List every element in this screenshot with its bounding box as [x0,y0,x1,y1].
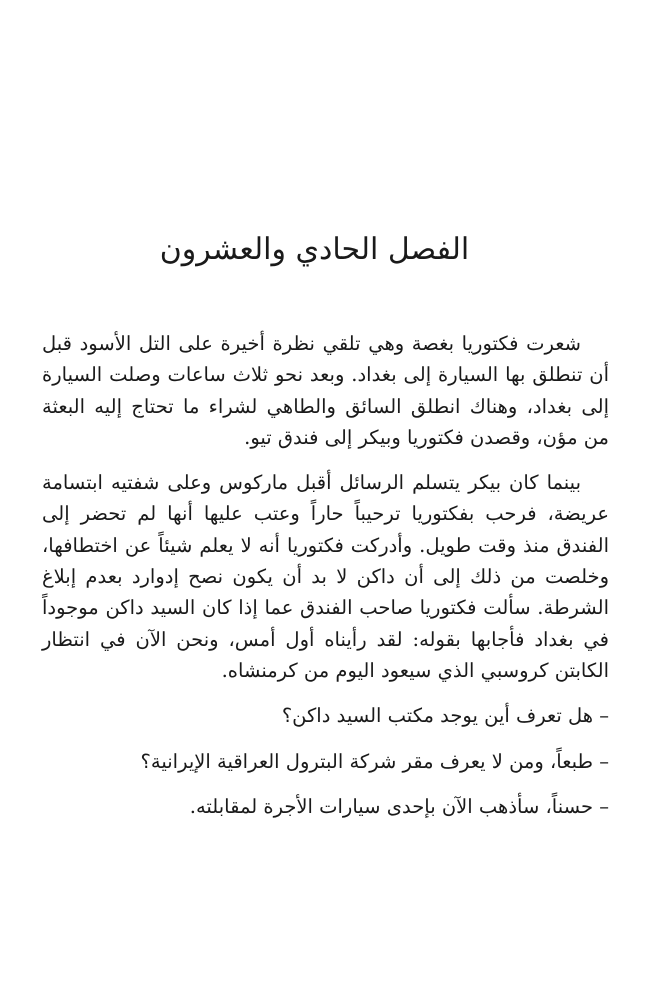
dialogue-line: – طبعاً، ومن لا يعرف مقر شركة البترول العراقية الإيرانية؟ [140,749,609,773]
dialogue-line: – هل تعرف أين يوجد مكتب السيد داكن؟ [281,704,609,728]
paragraph: بينما كان بيكر يتسلم الرسائل أقبل ماركوس وعلى شفتيه ابتسامة عريضة، فرحب بفكتوريا ترحيباً حاراً وعتب عليها أنها لم تحضر إلى الفندق منذ وقت طويل. وأدركت فكتوريا أنه لا يعلم شيئاً عن اختطافها، وخلصت من ذلك إلى أن داكن لا بد أن يكون نصح إدوارد بعدم إبلاغ الشرطة. سألت فكتوريا صاحب الفندق عما إذا كان السيد داكن موجوداً في بغداد فأجابها بقوله: لقد رأيناه أول أمس، ونحن الآن في انتظار الكابتن كروسبي الذي سيعود اليوم من كرمنشاه. [42,471,609,682]
dialogue-line: – حسناً، سأذهب الآن بإحدى سيارات الأجرة لمقابلته. [189,794,609,818]
paragraph: شعرت فكتوريا بغصة وهي تلقي نظرة أخيرة على التل الأسود قبل أن تنطلق بها السيارة إلى بغداد. وبعد نحو ثلاث ساعات وصلت السيارة إلى بغداد، وهناك انطلق السائق والطاهي لشراء ما تحتاج إليه البعثة من مؤن، وقصدن فكتوريا وبيكر إلى فندق تيو. [42,332,609,449]
chapter-body [42,328,609,836]
chapter-title: الفصل الحادي والعشرون [159,232,470,267]
